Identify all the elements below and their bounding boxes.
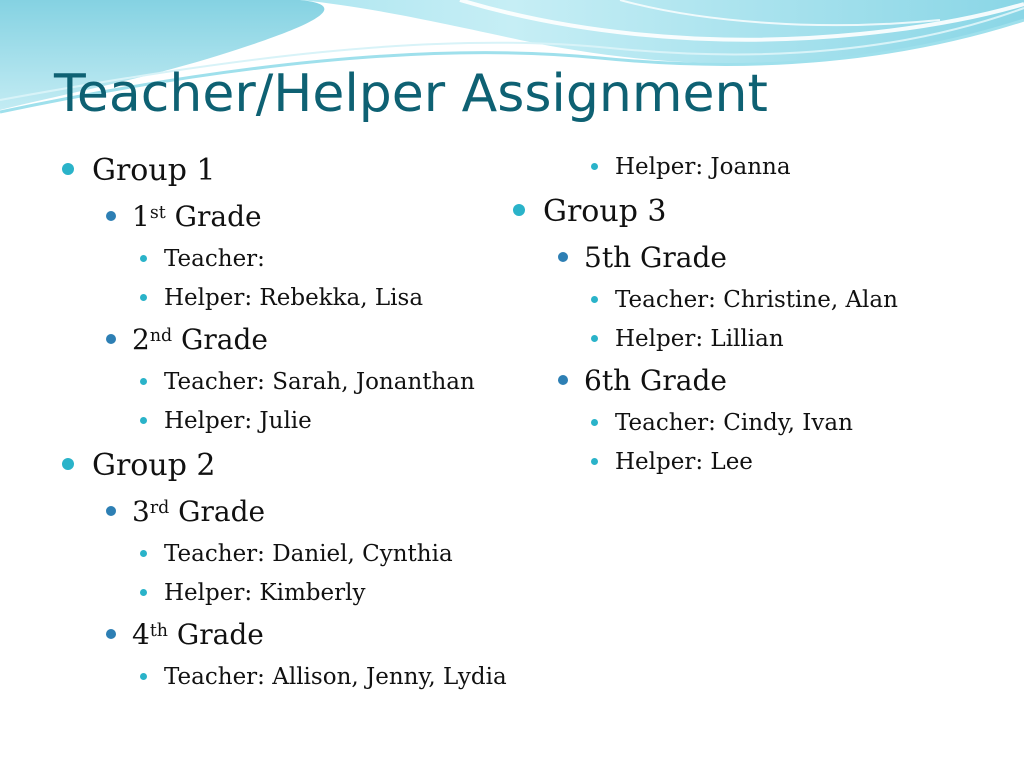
bullet-dot-icon bbox=[62, 163, 74, 175]
bullet-dot-icon bbox=[591, 335, 598, 342]
bullet-dot-icon bbox=[140, 378, 147, 385]
grade-3-item bbox=[132, 495, 265, 529]
bullet-dot-icon bbox=[106, 629, 116, 639]
bullet-dot-icon bbox=[106, 506, 116, 516]
grade-1-teacher bbox=[164, 244, 265, 274]
ordinal-suffix: nd bbox=[149, 326, 173, 347]
grade-6-helper bbox=[615, 447, 753, 477]
assignment-text: Helper: Lillian bbox=[615, 326, 784, 352]
grade-label: 6th Grade bbox=[584, 364, 727, 397]
grade-number: 2 bbox=[132, 323, 150, 356]
grade-2-teacher bbox=[164, 367, 475, 397]
ordinal-suffix: st bbox=[149, 203, 166, 224]
bullet-dot-icon bbox=[140, 589, 147, 596]
grade-2-helper bbox=[164, 406, 312, 436]
assignment-text: Helper: Lee bbox=[615, 449, 753, 475]
grade-1-helper bbox=[164, 283, 423, 313]
bullet-dot-icon bbox=[140, 255, 147, 262]
grade-3-helper bbox=[164, 578, 365, 608]
bullet-dot-icon bbox=[140, 673, 147, 680]
assignment-text: Teacher: Sarah, Jonanthan bbox=[164, 369, 475, 395]
bullet-dot-icon bbox=[140, 550, 147, 557]
grade-word: Grade bbox=[169, 495, 266, 528]
assignment-text: Helper: Joanna bbox=[615, 154, 791, 180]
group-label: Group 3 bbox=[543, 194, 667, 229]
grade-number: 3 bbox=[132, 495, 150, 528]
bullet-dot-icon bbox=[591, 163, 598, 170]
bullet-dot-icon bbox=[558, 252, 568, 262]
assignment-text: Teacher: Allison, Jenny, Lydia bbox=[164, 664, 507, 690]
grade-number: 1 bbox=[132, 200, 150, 233]
group-label: Group 1 bbox=[92, 153, 216, 188]
group-2-item bbox=[92, 448, 216, 484]
grade-3-teacher bbox=[164, 539, 453, 569]
bullet-dot-icon bbox=[513, 204, 525, 216]
grade-number: 4 bbox=[132, 618, 150, 651]
grade-word: Grade bbox=[167, 618, 264, 651]
bullet-dot-icon bbox=[591, 458, 598, 465]
ordinal-suffix: rd bbox=[149, 498, 170, 519]
slide-title: Teacher/Helper Assignment bbox=[54, 64, 768, 124]
grade-4-helper bbox=[615, 152, 791, 182]
grade-6-teacher bbox=[615, 408, 853, 438]
group-1-item bbox=[92, 153, 216, 189]
group-3-item bbox=[543, 194, 667, 230]
grade-word: Grade bbox=[172, 323, 268, 356]
grade-4-teacher bbox=[164, 662, 507, 692]
assignment-text: Helper: Julie bbox=[164, 408, 312, 434]
assignment-text: Teacher: Cindy, Ivan bbox=[615, 410, 853, 436]
grade-6-item bbox=[584, 364, 727, 398]
grade-word: Grade bbox=[165, 200, 262, 233]
grade-5-helper bbox=[615, 324, 784, 354]
bullet-dot-icon bbox=[140, 294, 147, 301]
grade-5-teacher bbox=[615, 285, 898, 315]
group-label: Group 2 bbox=[92, 448, 216, 483]
grade-1-item bbox=[132, 200, 262, 234]
bullet-dot-icon bbox=[106, 334, 116, 344]
grade-2-item bbox=[132, 323, 268, 357]
bullet-dot-icon bbox=[558, 375, 568, 385]
assignment-text: Teacher: Christine, Alan bbox=[615, 287, 898, 313]
grade-label: 5th Grade bbox=[584, 241, 727, 274]
assignment-text: Helper: Rebekka, Lisa bbox=[164, 285, 424, 311]
bullet-dot-icon bbox=[591, 296, 598, 303]
assignment-text: Teacher: bbox=[164, 246, 265, 272]
grade-4-item bbox=[132, 618, 264, 652]
ordinal-suffix: th bbox=[149, 621, 168, 642]
grade-5-item bbox=[584, 241, 727, 275]
assignment-text: Helper: Kimberly bbox=[164, 580, 366, 606]
assignment-text: Teacher: Daniel, Cynthia bbox=[164, 541, 453, 567]
bullet-dot-icon bbox=[62, 458, 74, 470]
bullet-dot-icon bbox=[591, 419, 598, 426]
bullet-dot-icon bbox=[106, 211, 116, 221]
bullet-dot-icon bbox=[140, 417, 147, 424]
